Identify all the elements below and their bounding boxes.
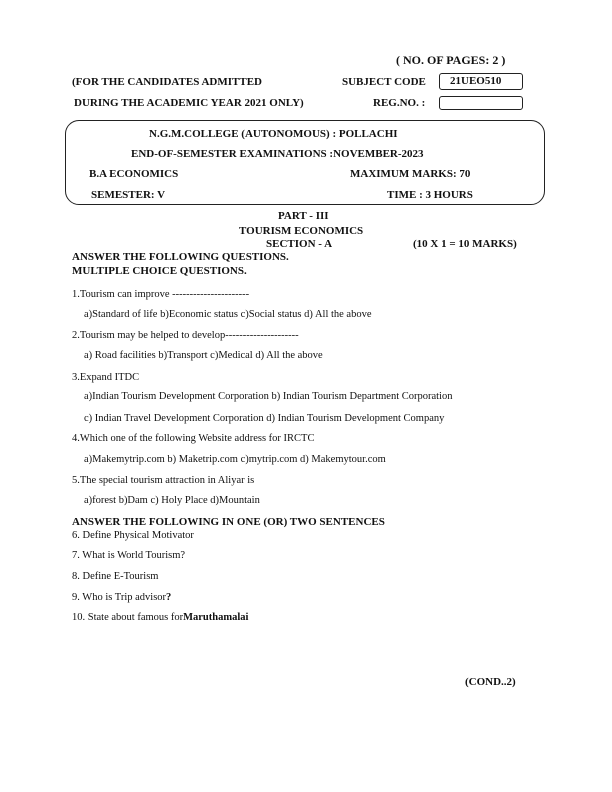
candidates-line-2: DURING THE ACADEMIC YEAR 2021 ONLY)	[74, 97, 304, 109]
question-8: 8. Define E-Tourism	[72, 571, 159, 582]
subject-title: TOURISM ECONOMICS	[239, 225, 364, 237]
question-1-options: a)Standard of life b)Economic status c)Social status d) All the above	[84, 309, 372, 320]
maximum-marks: MAXIMUM MARKS: 70	[350, 168, 471, 180]
exam-duration: TIME : 3 HOURS	[387, 189, 473, 201]
reg-no-field[interactable]	[439, 96, 523, 110]
program-name: B.A ECONOMICS	[89, 168, 179, 180]
question-2-options: a) Road facilities b)Transport c)Medical d) All the above	[84, 350, 323, 361]
subject-code-box	[439, 73, 523, 90]
part-title: PART - III	[278, 210, 329, 222]
question-1: 1.Tourism can improve ----------------------	[72, 289, 250, 300]
question-9-mark: ?	[166, 592, 172, 603]
instruction-line-2: MULTIPLE CHOICE QUESTIONS.	[72, 265, 247, 277]
question-3: 3.Expand ITDC	[72, 372, 140, 383]
question-10	[72, 612, 248, 623]
question-6: 6. Define Physical Motivator	[72, 530, 194, 541]
question-10-text: 10. State about famous for	[72, 612, 184, 623]
exam-title: END-OF-SEMESTER EXAMINATIONS :NOVEMBER-2023	[131, 148, 424, 160]
college-name: N.G.M.COLLEGE (AUTONOMOUS) : POLLACHI	[149, 128, 398, 140]
question-9	[72, 592, 171, 603]
question-7: 7. What is World Tourism?	[72, 550, 186, 561]
question-5-options: a)forest b)Dam c) Holy Place d)Mountain	[84, 495, 260, 506]
reg-no-label: REG.NO. :	[373, 97, 426, 109]
instruction-line-1: ANSWER THE FOLLOWING QUESTIONS.	[72, 251, 289, 263]
question-3-options-line-1: a)Indian Tourism Development Corporation b) Indian Tourism Department Corporation	[84, 391, 453, 402]
section-marks: (10 X 1 = 10 MARKS)	[413, 238, 517, 250]
subject-code-value: 21UEO510	[450, 75, 502, 87]
question-3-options-line-2: c) Indian Travel Development Corporation d) Indian Tourism Development Company	[84, 413, 445, 424]
semester: SEMESTER: V	[91, 189, 166, 201]
question-4: 4.Which one of the following Website address for IRCTC	[72, 433, 315, 444]
question-9-text: 9. Who is Trip advisor	[72, 592, 167, 603]
question-5: 5.The special tourism attraction in Aliyar is	[72, 475, 255, 486]
short-answer-heading: ANSWER THE FOLLOWING IN ONE (OR) TWO SENTENCES	[72, 516, 385, 528]
candidates-line-1: (FOR THE CANDIDATES ADMITTED	[72, 76, 262, 88]
question-2: 2.Tourism may be helped to develop---------------------	[72, 330, 299, 341]
subject-code-label: SUBJECT CODE	[342, 76, 426, 88]
question-4-options: a)Makemytrip.com b) Maketrip.com c)mytrip.com d) Makemytour.com	[84, 454, 386, 465]
continued-note: (COND..2)	[465, 676, 516, 688]
question-10-bold: Maruthamalai	[183, 612, 249, 623]
no-of-pages: ( NO. OF PAGES: 2 )	[396, 53, 506, 67]
section-title: SECTION - A	[266, 238, 333, 250]
